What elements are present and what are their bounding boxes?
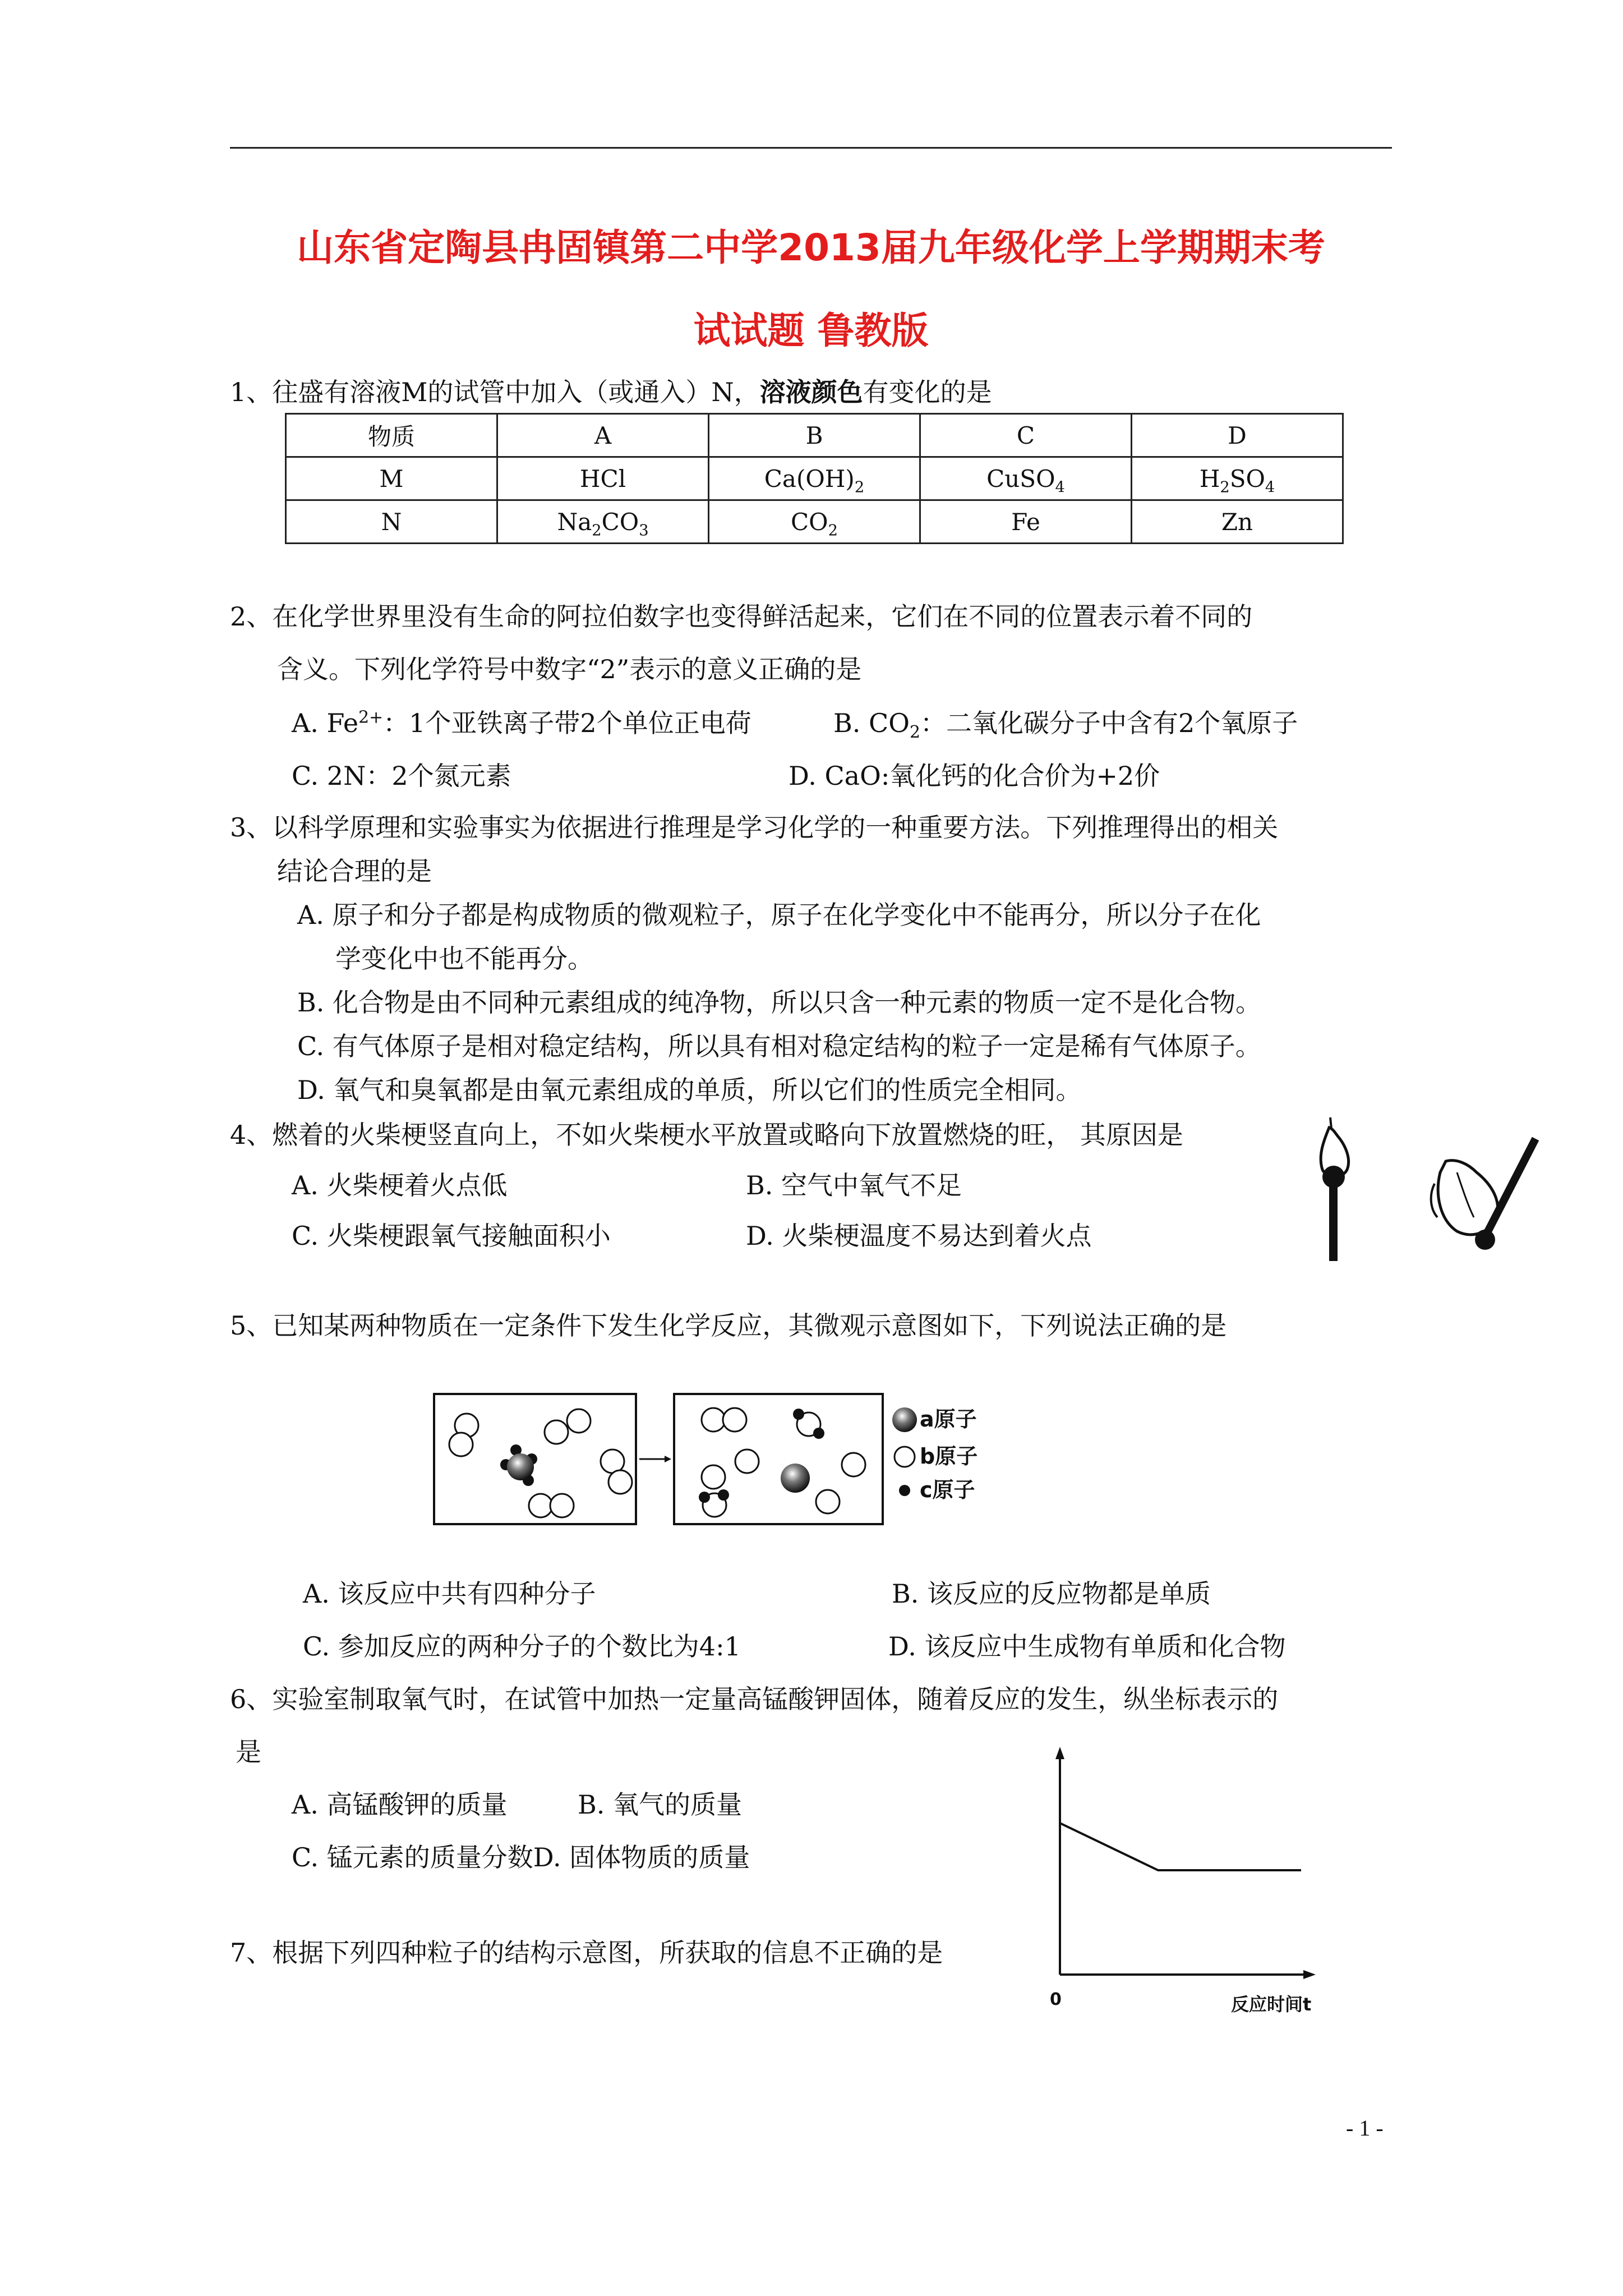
match-tilted-figure bbox=[1423, 1128, 1569, 1262]
table-cell: B bbox=[709, 414, 920, 457]
q3-line2: 结论合理的是 bbox=[277, 856, 432, 886]
legend-c-label: c原子 bbox=[920, 1478, 975, 1502]
q6-option-b: B. 氧气的质量 bbox=[578, 1789, 743, 1820]
reaction-micro-diagram bbox=[432, 1388, 1060, 1534]
page-number: - 1 - bbox=[1346, 2115, 1384, 2141]
legend-b-label: b原子 bbox=[920, 1444, 978, 1469]
q5-option-a: A. 该反应中共有四种分子 bbox=[303, 1579, 596, 1609]
y-axis-arrow bbox=[1055, 1747, 1064, 1759]
q3-option-a-line1: A. 原子和分子都是构成物质的微观粒子，原子在化学变化中不能再分，所以分子在化 bbox=[297, 900, 1261, 930]
q4-stem: 4、燃着的火柴梗竖直向上，不如火柴梗水平放置或略向下放置燃烧的旺， 其原因是 bbox=[230, 1120, 1183, 1150]
header-rule bbox=[230, 147, 1392, 149]
q1-table bbox=[285, 413, 1344, 544]
table-cell: $Ca(OH)_2$ bbox=[709, 457, 920, 500]
q3-option-c: C. 有气体原子是相对稳定结构，所以具有相对稳定结构的粒子一定是稀有气体原子。 bbox=[297, 1031, 1261, 1061]
graph-x-label: 反应时间t bbox=[1231, 1994, 1312, 2015]
q3-option-a-line2: 学变化中也不能再分。 bbox=[335, 944, 593, 974]
q5-option-b: B. 该反应的反应物都是单质 bbox=[892, 1579, 1211, 1609]
table-cell: D bbox=[1132, 414, 1343, 457]
q3-option-d: D. 氧气和臭氧都是由氧元素组成的单质，所以它们的性质完全相同。 bbox=[297, 1075, 1082, 1105]
table-cell: Zn bbox=[1132, 500, 1343, 544]
graph-curve bbox=[1060, 1823, 1301, 1870]
q4-option-c: C. 火柴梗跟氧气接触面积小 bbox=[292, 1221, 611, 1251]
q2-option-b: B. $CO_2$：二氧化碳分子中含有2个氧原子 bbox=[833, 708, 1298, 743]
q6-graph bbox=[1038, 1739, 1329, 2019]
cb-molecule bbox=[699, 1489, 729, 1517]
table-cell: M bbox=[286, 457, 497, 500]
q4-option-a: A. 火柴梗着火点低 bbox=[292, 1170, 508, 1200]
paper-title-line2: 试试题 鲁教版 bbox=[693, 309, 929, 352]
q5-stem: 5、已知某两种物质在一定条件下发生化学反应，其微观示意图如下，下列说法正确的是 bbox=[230, 1310, 1227, 1341]
table-cell: $H_2SO_4$ bbox=[1132, 457, 1343, 500]
q4-option-b: B. 空气中氧气不足 bbox=[746, 1170, 962, 1200]
cb-molecule bbox=[793, 1409, 824, 1439]
q6-option-a: A. 高锰酸钾的质量 bbox=[292, 1789, 508, 1820]
table-cell: Fe bbox=[920, 500, 1132, 544]
table-cell: 物质 bbox=[286, 414, 497, 457]
q5-option-d: D. 该反应中生成物有单质和化合物 bbox=[888, 1631, 1286, 1662]
table-row bbox=[286, 500, 1343, 544]
q2-line1: 2、在化学世界里没有生命的阿拉伯数字也变得鲜活起来，它们在不同的位置表示着不同的 bbox=[230, 601, 1253, 632]
table-row bbox=[286, 414, 1343, 457]
table-cell: C bbox=[920, 414, 1132, 457]
q2-option-d: D. CaO:氧化钙的化合价为+2价 bbox=[789, 761, 1160, 791]
table-cell: $Na_2CO_3$ bbox=[497, 500, 709, 544]
q6-line1: 6、实验室制取氧气时，在试管中加热一定量高锰酸钾固体，随着反应的发生，纵坐标表示的 bbox=[230, 1684, 1279, 1714]
table-cell: N bbox=[286, 500, 497, 544]
table-cell: $CO_2$ bbox=[709, 500, 920, 544]
q3-line1: 3、以科学原理和实验事实为依据进行推理是学习化学的一种重要方法。下列推理得出的相关 bbox=[230, 812, 1279, 843]
a-atom bbox=[781, 1464, 810, 1493]
legend bbox=[892, 1407, 978, 1502]
table-cell: A bbox=[497, 414, 709, 457]
ac4-molecule bbox=[500, 1444, 537, 1486]
q6-line2: 是 bbox=[236, 1737, 261, 1767]
q6-option-c-d: C. 锰元素的质量分数D. 固体物质的质量 bbox=[292, 1842, 750, 1872]
paper-title-line1: 山东省定陶县冉固镇第二中学2013届九年级化学上学期期末考 bbox=[297, 226, 1325, 269]
table-cell: HCl bbox=[497, 457, 709, 500]
q2-option-a: A. $Fe^{2+}$：1个亚铁离子带2个单位正电荷 bbox=[292, 707, 751, 738]
table-row bbox=[286, 457, 1343, 500]
q7-stem: 7、根据下列四种粒子的结构示意图，所获取的信息不正确的是 bbox=[230, 1938, 943, 1968]
graph-origin-label: 0 bbox=[1050, 1990, 1062, 2009]
q2-option-c: C. 2N：2个氮元素 bbox=[292, 761, 511, 791]
q2-line2: 含义。下列化学符号中数字“2”表示的意义正确的是 bbox=[277, 654, 862, 684]
q4-option-d: D. 火柴梗温度不易达到着火点 bbox=[746, 1221, 1092, 1251]
table-cell: CuSO$_4$ bbox=[920, 457, 1132, 500]
q5-option-c: C. 参加反应的两种分子的个数比为4:1 bbox=[303, 1631, 741, 1662]
products-box bbox=[674, 1394, 883, 1524]
legend-a-label: a原子 bbox=[920, 1407, 977, 1432]
q1-stem: 1、往盛有溶液M的试管中加入（或通入）N，溶液颜色有变化的是 bbox=[230, 377, 992, 407]
x-axis-arrow bbox=[1303, 1970, 1316, 1979]
reaction-arrow bbox=[639, 1456, 671, 1462]
q3-option-b: B. 化合物是由不同种元素组成的纯净物，所以只含一种元素的物质一定不是化合物。 bbox=[297, 987, 1262, 1018]
match-upright-figure bbox=[1307, 1111, 1374, 1262]
reactants-box bbox=[434, 1394, 636, 1524]
